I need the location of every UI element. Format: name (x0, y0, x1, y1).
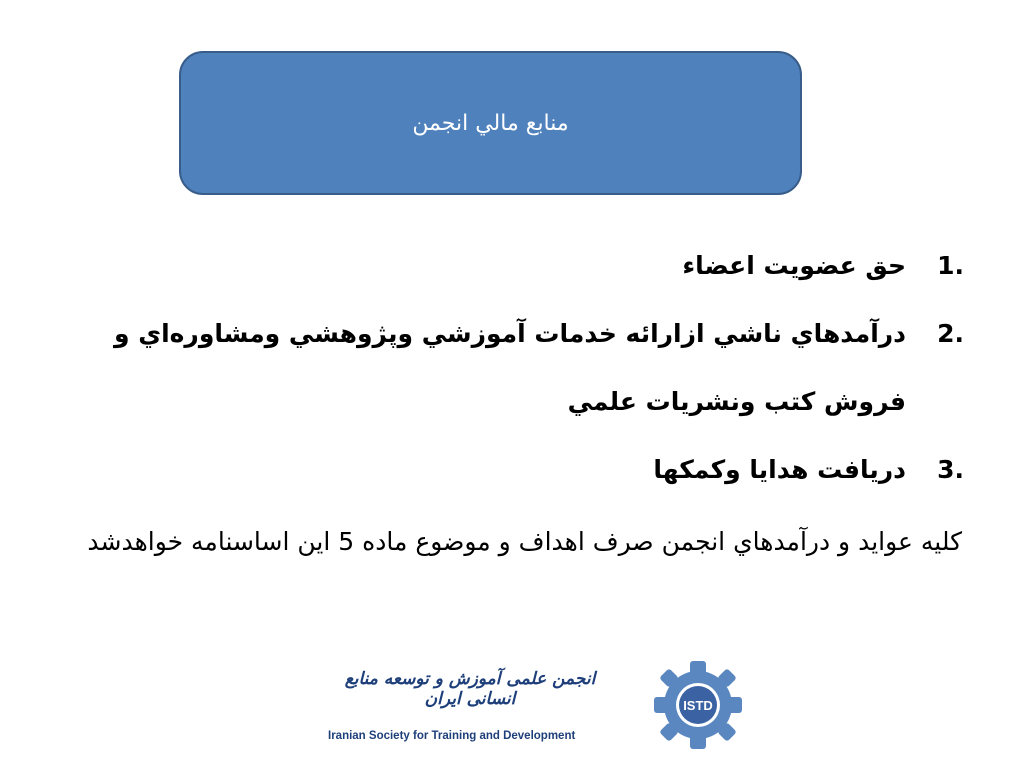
list-item-number: 3. (937, 455, 964, 484)
list-item (44, 300, 964, 436)
logo-badge-text: ISTD (683, 698, 713, 713)
list-item-number: 2. (937, 319, 964, 348)
istd-logo (320, 655, 750, 755)
logo-persian-name: انجمن علمی آموزش و توسعه منابع انسانی ایران (344, 669, 596, 709)
list-item-text: دريافت هدايا وكمكها (653, 455, 906, 484)
logo-english-name: Iranian Society for Training and Development (328, 730, 576, 742)
gear-icon (650, 659, 746, 751)
list-item (44, 436, 964, 504)
list-item-text: درآمدهاي ناشي ازارائه خدمات آموزشي وپژوهشي ومشاوره‌اي و فروش كتب ونشريات علمي (113, 319, 906, 416)
list-item-number: 1. (937, 251, 964, 280)
list-item (44, 232, 964, 300)
title-box (179, 51, 802, 195)
summary-text: كليه عوايد و درآمدهاي انجمن صرف اهداف و موضوع ماده 5 اين اساسنامه خواهدشد (87, 527, 962, 556)
list-item-text: حق عضويت اعضاء (682, 251, 906, 280)
financial-sources-list (44, 232, 964, 504)
slide-title: منابع مالي انجمن (412, 110, 569, 136)
